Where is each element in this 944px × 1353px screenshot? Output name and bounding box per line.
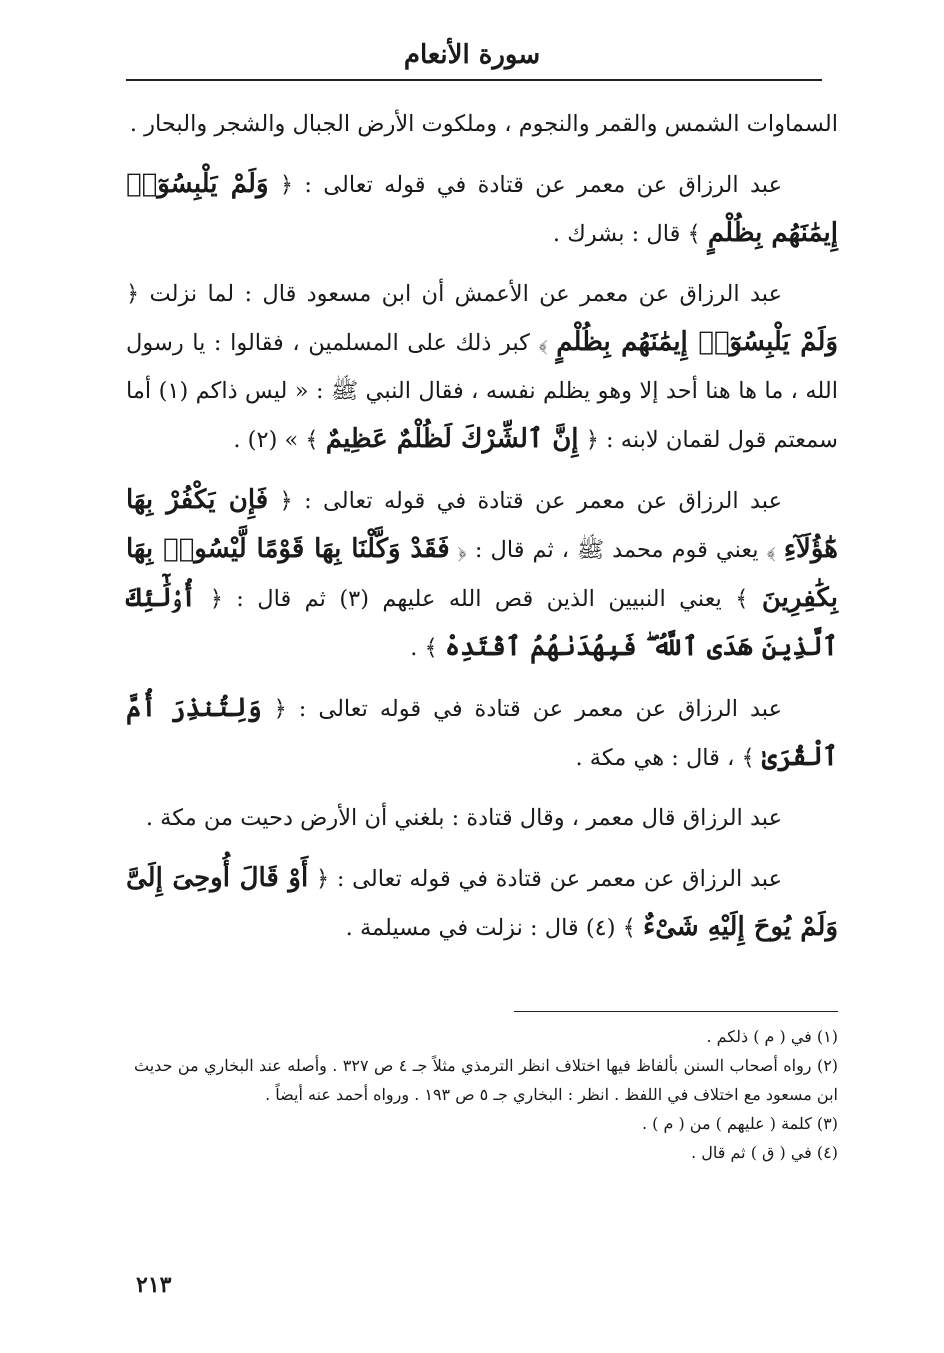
paragraph-3 bbox=[126, 270, 838, 464]
paragraph-text: ﴾ . bbox=[410, 635, 438, 661]
page-title: سورة الأنعام bbox=[403, 40, 541, 70]
footnote-4: (٤) في ( ق ) ثم قال . bbox=[691, 1143, 838, 1162]
paragraph-1 bbox=[126, 100, 838, 148]
quran-verse: أَوْ قَالَ أُوحِىَ إِلَىَّ وَلَمْ يُوحَ إِلَيْهِ شَىْءٌ bbox=[126, 863, 838, 942]
quran-verse: إِنَّ ٱلشِّرْكَ لَظُلْمٌ عَظِيمٌ bbox=[325, 424, 579, 454]
quran-verse: وَلِتُنذِرَ أُمَّ ٱلْقُرَىٰ bbox=[126, 693, 838, 772]
quran-verse: فَإِن يَكْفُرْ بِهَا هَٰٓؤُلَآءِ bbox=[126, 485, 839, 564]
quran-verse: وَلَمْ يَلْبِسُوٓا۟ إِيمَٰنَهُم بِظُلْمٍ bbox=[556, 327, 839, 357]
paragraph-2 bbox=[126, 160, 838, 258]
paragraph-5 bbox=[126, 684, 838, 782]
header-divider bbox=[126, 79, 822, 81]
quran-verse: وَلَمْ يَلْبِسُوٓا۟ إِيمَٰنَهُم بِظُلْمٍ bbox=[126, 169, 838, 248]
footnote-2: (٢) رواه أصحاب السنن بألفاظ فيها اختلاف انظر الترمذي مثلاً جـ ٤ ص ٣٢٧ . وأصله عند البخاري من حديث ابن مسعود مع اختلاف في اللفظ . انظر : البخاري جـ ٥ ص ١٩٣ . ورواه أحمد عنه أيضاً . bbox=[134, 1056, 839, 1104]
paragraph-text: عبد الرزاق عن معمر عن الأعمش أن ابن مسعود قال : لما نزلت ﴿ bbox=[126, 281, 782, 307]
footnote-1: (١) في ( م ) ذلكم . bbox=[706, 1027, 838, 1046]
footnotes bbox=[134, 1022, 838, 1167]
quran-verse: أُو۟لَٰٓئِكَ ٱلَّذِينَ هَدَى ٱللَّهُ ۖ فَبِهُدَىٰهُمُ ٱقْتَدِهْ bbox=[126, 583, 838, 662]
footnote-3: (٣) كلمة ( عليهم ) من ( م ) . bbox=[641, 1114, 838, 1133]
paragraph-text: عبد الرزاق قال معمر ، وقال قتادة : بلغني أن الأرض دحيت من مكة . bbox=[145, 805, 782, 831]
paragraph-4 bbox=[126, 476, 838, 672]
page-number: ٢١٣ bbox=[136, 1272, 172, 1298]
paragraph-text: عبد الرزاق عن معمر عن قتادة في قوله تعالى : ﴿ bbox=[315, 866, 783, 892]
paragraph-text: ﴾ (٤) قال : نزلت في مسيلمة . bbox=[345, 915, 636, 941]
paragraph-text: عبد الرزاق عن معمر عن قتادة في قوله تعالى : ﴿ bbox=[279, 172, 783, 198]
paragraph-7 bbox=[126, 854, 838, 952]
paragraph-text: ﴾ يعني قوم محمد ﷺ ، ثم قال : ﴿ bbox=[457, 537, 776, 563]
paragraph-text: ﴾ ، قال : هي مكة . bbox=[575, 745, 755, 771]
paragraph-text: ﴾ كبر ذلك على المسلمين ، فقالوا : يا رسول الله ، ما ها هنا أحد إلا وهو يظلم نفسه ، فقال النبي ﷺ : « ليس ذاكم (١) أما سمعتم قول لقمان لابنه : ﴿ bbox=[126, 330, 838, 453]
paragraph-text: عبد الرزاق عن معمر عن قتادة في قوله تعالى : ﴿ bbox=[279, 488, 782, 514]
footnote-divider bbox=[514, 1011, 838, 1012]
paragraph-text: ﴾ يعني النبيين الذين قص الله عليهم (٣) ثم قال : ﴿ bbox=[209, 586, 749, 612]
paragraph-text: عبد الرزاق عن معمر عن قتادة في قوله تعالى : ﴿ bbox=[273, 696, 782, 722]
paragraph-text: السماوات الشمس والقمر والنجوم ، وملكوت الأرض الجبال والشجر والبحار . bbox=[129, 111, 838, 137]
paragraph-text: ﴾ » (٢) . bbox=[233, 427, 319, 453]
main-text bbox=[126, 100, 838, 952]
quran-verse: فَقَدْ وَكَّلْنَا بِهَا قَوْمًا لَّيْسُوا۟ بِهَا بِكَٰفِرِينَ bbox=[126, 534, 838, 613]
paragraph-text: ﴾ قال : بشرك . bbox=[552, 221, 701, 247]
paragraph-6 bbox=[126, 794, 838, 842]
